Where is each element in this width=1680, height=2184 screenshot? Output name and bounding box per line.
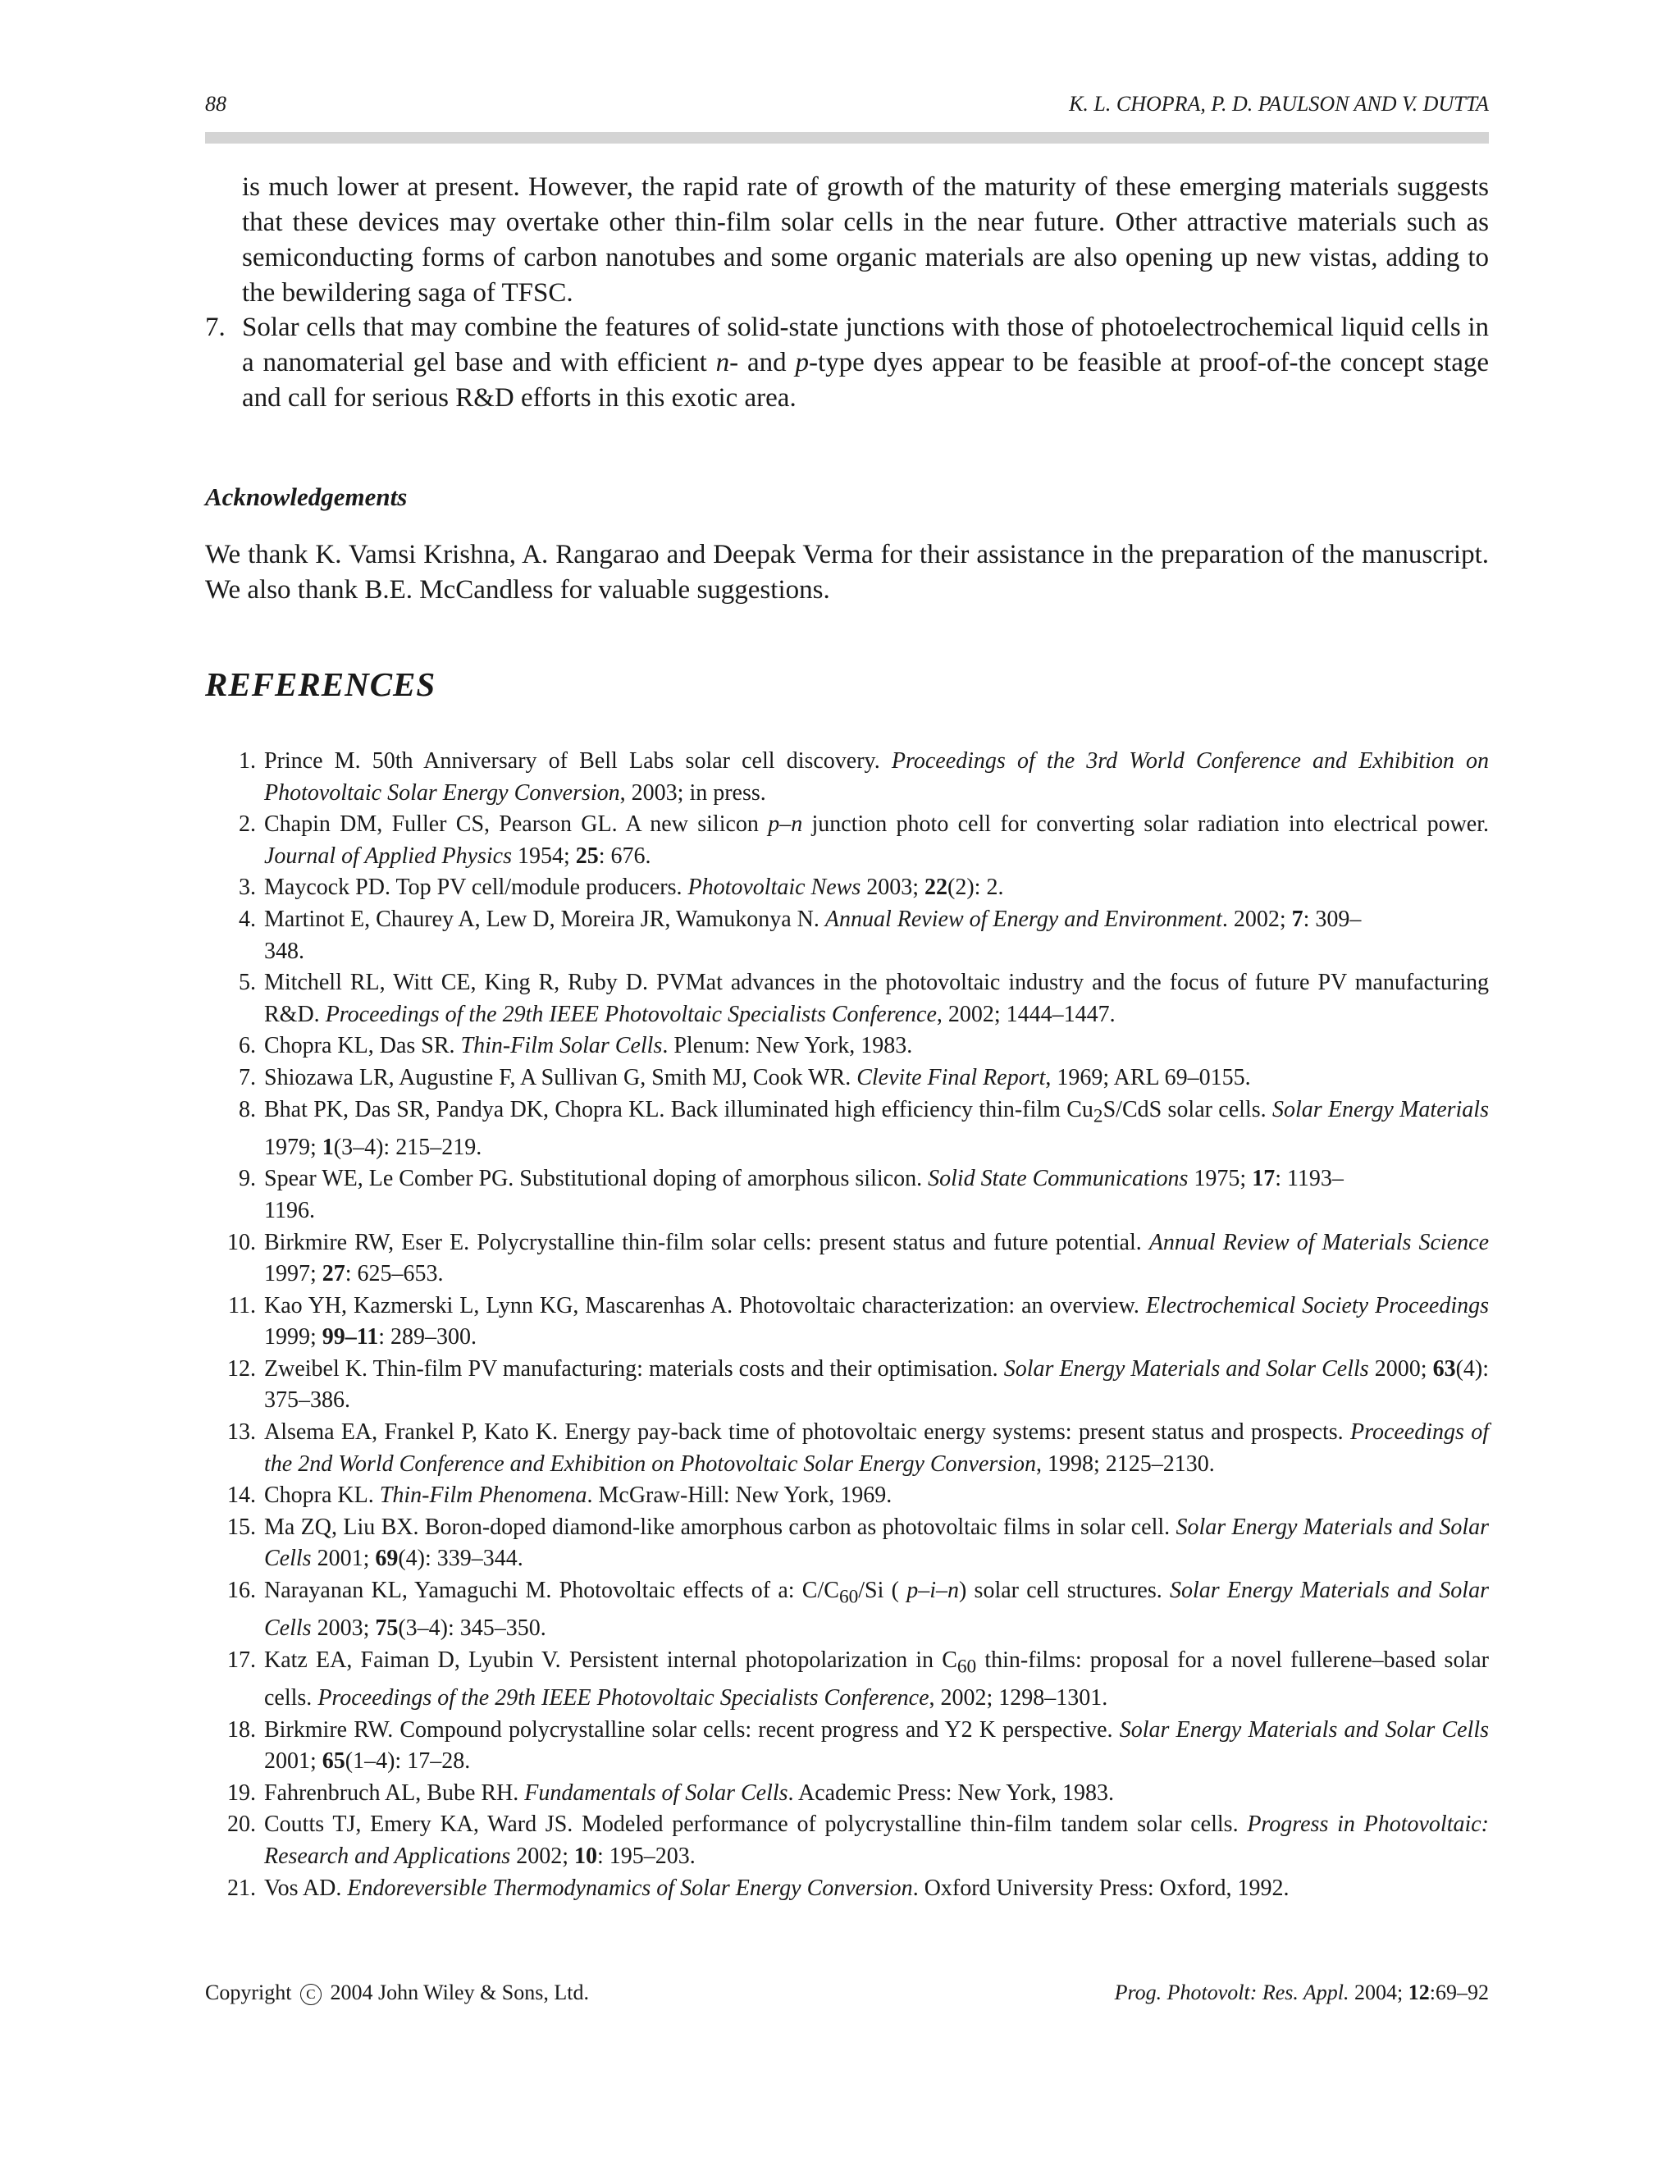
reference-text-part: Coutts TJ, Emery KA, Ward JS. Modeled performance of polycrystalline thin-film tandem solar cells.: [264, 1812, 1248, 1838]
reference-text-part: , 2003; in press.: [619, 779, 766, 806]
reference-item: [205, 1227, 1489, 1291]
reference-text-part: Birkmire RW, Eser E. Polycrystalline thin-film solar cells: present status and future potential.: [264, 1229, 1149, 1255]
reference-text-part: Birkmire RW. Compound polycrystalline solar cells: recent progress and Y2 K perspective.: [264, 1716, 1120, 1743]
reference-text-part: Thin-Film Phenomena: [379, 1483, 587, 1509]
reference-text-part: (4): 375–386.: [264, 1355, 1490, 1414]
reference-text-part: p–n: [768, 811, 803, 838]
continuation-text: is much lower at present. However, the rapid rate of growth of the maturity of these emerging materials suggests that these devices may overtake other thin-film solar cells in the near future. Other attractive materials such as semiconducting forms of carbon nanotubes and some organic materials are also opening up new vistas, adding to the bewildering saga of TFSC.: [242, 172, 1489, 308]
reference-text-part: . Plenum: New York, 1983.: [662, 1033, 913, 1059]
journal-pages: :69–92: [1429, 1981, 1489, 2004]
reference-text-part: 1979;: [264, 1134, 322, 1160]
reference-text-part: Thin-Film Solar Cells: [460, 1033, 663, 1059]
list-item-text: [242, 310, 1489, 416]
reference-text-part: 25: [575, 843, 599, 869]
item7-text-b: - and: [729, 348, 796, 377]
page-footer: [205, 1981, 1489, 2008]
reference-item: [205, 1512, 1489, 1575]
continuation-paragraph: [242, 170, 1489, 311]
acknowledgements-paragraph: [205, 537, 1489, 608]
reference-text-part: Clevite Final Report: [856, 1064, 1046, 1090]
reference-text-part: . McGraw-Hill: New York, 1969.: [587, 1483, 892, 1509]
reference-text-part: 1997;: [264, 1261, 322, 1287]
reference-number: 4.: [239, 906, 256, 932]
reference-text-part: . Academic Press: New York, 1983.: [788, 1780, 1114, 1806]
reference-text-part: : 195–203.: [596, 1843, 696, 1869]
reference-text-part: Martinot E, Chaurey A, Lew D, Moreira JR, Wamukonya N.: [264, 906, 825, 932]
journal-name: Prog. Photovolt: Res. Appl.: [1114, 1981, 1349, 2004]
reference-text-part: Chopra KL, Das SR.: [264, 1033, 461, 1059]
list-item-number: 7.: [205, 313, 226, 342]
acknowledgements-heading: Acknowledgements: [205, 482, 408, 511]
reference-text-part: Mitchell RL, Witt CE, King R, Ruby D. PVMat advances in the photovoltaic industry and the focus of future PV manufacturing R&D.: [264, 970, 1489, 1027]
reference-text-part: 69: [375, 1546, 399, 1572]
item7-n-italic: n: [715, 348, 730, 377]
reference-text-part: Bhat PK, Das SR, Pandya DK, Chopra KL. Back illuminated high efficiency thin-film Cu: [264, 1096, 1093, 1122]
reference-number: 15.: [227, 1514, 256, 1540]
reference-item: [205, 1417, 1489, 1480]
reference-item: [205, 1062, 1489, 1094]
reference-text-part: 63: [1432, 1355, 1456, 1382]
reference-text-part: Chapin DM, Fuller CS, Pearson GL. A new silicon: [264, 811, 769, 838]
reference-item: [205, 1873, 1489, 1905]
reference-item: [205, 1030, 1489, 1062]
reference-text-part: Solar Energy Materials and Solar Cells: [264, 1578, 1489, 1642]
reference-item: [205, 967, 1489, 1030]
reference-text-part: Zweibel K. Thin-film PV manufacturing: materials costs and their optimisation.: [264, 1355, 1004, 1382]
reference-text-part: 75: [375, 1615, 399, 1642]
reference-text-part: Fundamentals of Solar Cells: [524, 1780, 788, 1806]
journal-citation: [1115, 1981, 1489, 2005]
reference-text-part: Photovoltaic News: [687, 875, 861, 901]
copyright-notice: [205, 1981, 589, 2005]
reference-text-part: Progress in Photovoltaic: Research and Applications: [264, 1812, 1489, 1869]
reference-text-part: 65: [322, 1748, 345, 1775]
reference-text-part: p–i–n: [906, 1578, 959, 1604]
reference-item: [205, 1809, 1489, 1872]
reference-text-part: Endoreversible Thermodynamics of Solar Energy Conversion: [347, 1875, 913, 1901]
reference-text-part: Kao YH, Kazmerski L, Lynn KG, Mascarenhas A. Photovoltaic characterization: an overview.: [264, 1292, 1146, 1318]
reference-text-part: Katz EA, Faiman D, Lyubin V. Persistent internal photopolarization in C: [264, 1647, 957, 1673]
reference-text-part: 10: [573, 1843, 597, 1869]
reference-number: 21.: [227, 1875, 256, 1901]
reference-text-part: : 309–: [1303, 906, 1362, 932]
reference-item: [205, 1778, 1489, 1810]
item7-text-c: -type dyes appear to be feasible at proof-of-the concept stage and call for serious R&D efforts in this exotic area.: [242, 348, 1489, 413]
reference-text-part: (3–4): 345–350.: [398, 1615, 546, 1642]
reference-number: 12.: [227, 1355, 256, 1382]
reference-number: 20.: [227, 1812, 256, 1838]
item7-text-a: Solar cells that may combine the features of solid-state junctions with those of photoelectrochemical liquid cells in a nanomaterial gel base and with efficient: [242, 313, 1489, 377]
reference-text-part: Maycock PD. Top PV cell/module producers.: [264, 875, 688, 901]
reference-number: 17.: [227, 1647, 256, 1673]
reference-text-part: 60: [838, 1586, 859, 1608]
reference-text-part: 2: [1093, 1105, 1103, 1127]
running-head: [205, 92, 1489, 120]
reference-text-part: Ma ZQ, Liu BX. Boron-doped diamond-like amorphous carbon as photovoltaic films in solar cell.: [264, 1514, 1176, 1540]
references-list: [205, 746, 1489, 1904]
reference-text-part: (1–4): 17–28.: [345, 1748, 471, 1775]
reference-text-part: 27: [322, 1261, 345, 1287]
reference-text-part: 1954;: [512, 843, 576, 869]
reference-text-part: Proceedings of the 3rd World Conference and Exhibition on Photovoltaic Solar Energy Conversion: [264, 748, 1490, 806]
reference-number: 6.: [239, 1033, 256, 1059]
reference-text-part: 99–11: [322, 1324, 379, 1350]
reference-number: 13.: [227, 1419, 256, 1446]
reference-text-part: 22: [924, 875, 948, 901]
reference-text-part: 2001;: [311, 1546, 376, 1572]
reference-item: [205, 904, 1489, 967]
page-number: 88: [205, 92, 226, 116]
reference-text-part: Proceedings of the 2nd World Conference and Exhibition on Photovoltaic Solar Energy Conversion: [264, 1419, 1490, 1477]
reference-text-part: Proceedings of the 29th IEEE Photovoltaic Specialists Conference: [317, 1685, 929, 1711]
reference-text-part: (4): 339–344.: [398, 1546, 523, 1572]
reference-number: 14.: [227, 1483, 256, 1509]
reference-text-part: Annual Review of Energy and Environment: [824, 906, 1222, 932]
reference-number: 16.: [227, 1578, 256, 1604]
reference-number: 8.: [239, 1096, 256, 1122]
reference-text-part: . Oxford University Press: Oxford, 1992.: [912, 1875, 1290, 1901]
reference-text-part: Solar Energy Materials and Solar Cells: [264, 1514, 1489, 1572]
reference-number: 11.: [228, 1292, 256, 1318]
reference-text-part: /Si (: [858, 1578, 907, 1604]
journal-volume: 12: [1408, 1981, 1430, 2004]
reference-text-part: 348.: [264, 938, 304, 964]
item7-p-italic: p: [795, 348, 809, 377]
reference-text-part: Prince M. 50th Anniversary of Bell Labs solar cell discovery.: [264, 748, 892, 774]
reference-item: [205, 1291, 1489, 1354]
reference-text-part: 2000;: [1368, 1355, 1433, 1382]
reference-text-part: S/CdS solar cells.: [1102, 1096, 1272, 1122]
reference-text-part: Electrochemical Society Proceedings: [1145, 1292, 1490, 1318]
reference-text-part: Alsema EA, Frankel P, Kato K. Energy pay-back time of photovoltaic energy systems: present status and prospects.: [264, 1419, 1350, 1446]
reference-text-part: , 2002; 1444–1447.: [936, 1001, 1116, 1027]
reference-text-part: Spear WE, Le Comber PG. Substitutional doping of amorphous silicon.: [264, 1166, 929, 1192]
reference-text-part: 1975;: [1188, 1166, 1253, 1192]
reference-text-part: 2003;: [311, 1615, 376, 1642]
references-heading: REFERENCES: [205, 665, 436, 703]
reference-number: 19.: [227, 1780, 256, 1806]
reference-item: [205, 1354, 1489, 1417]
reference-text-part: Narayanan KL, Yamaguchi M. Photovoltaic effects of a: C/C: [264, 1578, 839, 1604]
reference-number: 18.: [227, 1716, 256, 1743]
reference-item: [205, 1575, 1489, 1645]
reference-text-part: 2002;: [510, 1843, 574, 1869]
list-item-7: [205, 310, 1489, 416]
reference-text-part: 2003;: [861, 875, 925, 901]
reference-text-part: thin-films: proposal for a novel fullerene–based solar cells.: [264, 1647, 1489, 1711]
reference-text-part: Solid State Communications: [928, 1166, 1189, 1192]
reference-text-part: 1: [322, 1134, 334, 1160]
reference-text-part: Solar Energy Materials: [1271, 1096, 1489, 1122]
reference-text-part: (3–4): 215–219.: [333, 1134, 482, 1160]
reference-number: 10.: [227, 1229, 256, 1255]
reference-text-part: Fahrenbruch AL, Bube RH.: [264, 1780, 525, 1806]
reference-item: [205, 872, 1489, 904]
reference-text-part: : 676.: [598, 843, 651, 869]
acknowledgements-text: We thank K. Vamsi Krishna, A. Rangarao and Deepak Verma for their assistance in the preparation of the manuscript. We also thank B.E. McCandless for valuable suggestions.: [205, 540, 1489, 605]
reference-text-part: , 1998; 2125–2130.: [1035, 1451, 1215, 1477]
reference-text-part: Annual Review of Materials Science: [1148, 1229, 1489, 1255]
reference-number: 5.: [239, 970, 256, 996]
copyright-icon: C: [300, 1984, 322, 2005]
journal-year: 2004;: [1349, 1981, 1408, 2004]
reference-text-part: . 2002;: [1221, 906, 1292, 932]
reference-text-part: 1196.: [264, 1197, 315, 1223]
reference-text-part: 17: [1252, 1166, 1276, 1192]
reference-item: [205, 1645, 1489, 1715]
reference-text-part: 60: [956, 1656, 977, 1678]
reference-item: [205, 746, 1489, 809]
reference-text-part: 2001;: [264, 1748, 322, 1775]
reference-text-part: ) solar cell structures.: [958, 1578, 1170, 1604]
reference-text-part: Chopra KL.: [264, 1483, 380, 1509]
reference-text-part: , 1969; ARL 69–0155.: [1045, 1064, 1251, 1090]
reference-number: 2.: [239, 811, 256, 838]
reference-text-part: Journal of Applied Physics: [264, 843, 512, 869]
reference-item: [205, 809, 1489, 872]
reference-text-part: Solar Energy Materials and Solar Cells: [1119, 1716, 1490, 1743]
reference-text-part: junction photo cell for converting solar radiation into electrical power.: [802, 811, 1490, 838]
reference-number: 9.: [239, 1166, 256, 1192]
copyright-holder: 2004 John Wiley & Sons, Ltd.: [330, 1981, 589, 2004]
reference-number: 1.: [239, 748, 256, 774]
reference-item: [205, 1094, 1489, 1164]
reference-item: [205, 1715, 1489, 1778]
reference-text-part: : 289–300.: [378, 1324, 477, 1350]
reference-item: [205, 1163, 1489, 1227]
reference-text-part: Shiozawa LR, Augustine F, A Sullivan G, Smith MJ, Cook WR.: [264, 1064, 857, 1090]
header-rule: [205, 132, 1489, 144]
reference-text-part: Vos AD.: [264, 1875, 348, 1901]
reference-text-part: Solar Energy Materials and Solar Cells: [1003, 1355, 1369, 1382]
reference-text-part: 7: [1291, 906, 1303, 932]
reference-text-part: , 2002; 1298–1301.: [929, 1685, 1108, 1711]
reference-item: [205, 1480, 1489, 1512]
reference-text-part: 1999;: [264, 1324, 322, 1350]
running-head-authors: K. L. CHOPRA, P. D. PAULSON AND V. DUTTA: [1069, 92, 1489, 116]
reference-text-part: Proceedings of the 29th IEEE Photovoltaic Specialists Conference: [325, 1001, 937, 1027]
reference-text-part: : 625–653.: [345, 1261, 444, 1287]
reference-text-part: (2): 2.: [947, 875, 1004, 901]
reference-number: 7.: [239, 1064, 256, 1090]
reference-text-part: : 1193–: [1275, 1166, 1344, 1192]
reference-number: 3.: [239, 875, 256, 901]
copyright-word: Copyright: [205, 1981, 292, 2004]
